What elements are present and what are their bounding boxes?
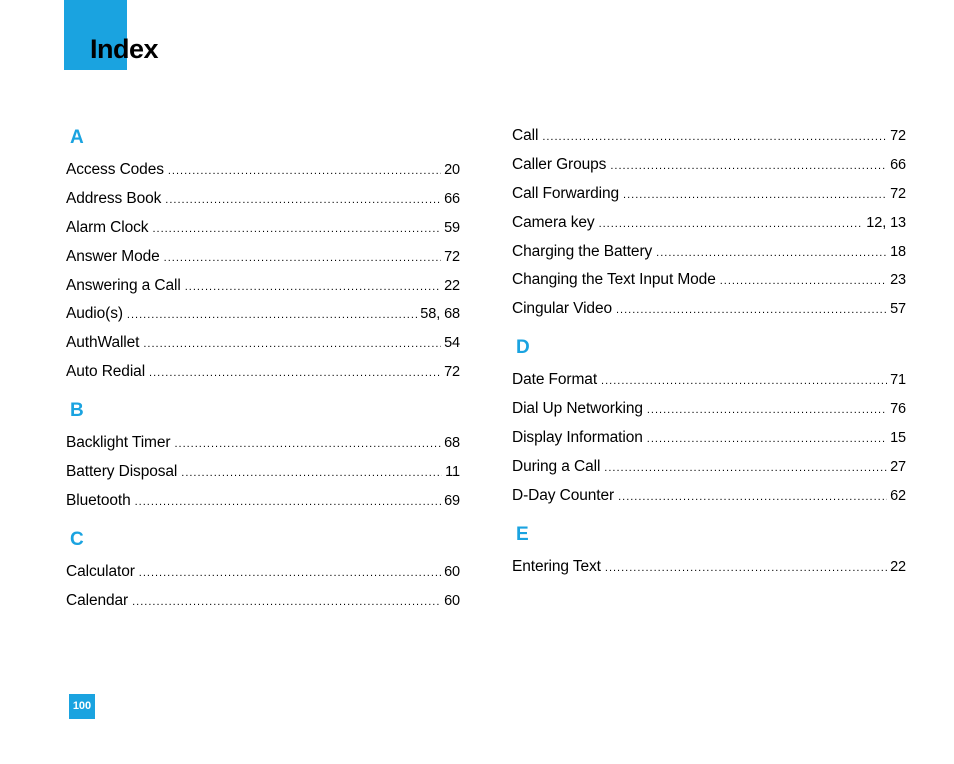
dot-leader [165,186,441,214]
section-letter-b: B [70,400,84,422]
dot-leader [135,488,441,516]
section-letter-d: D [516,337,530,359]
index-entry[interactable] [66,458,460,487]
index-entry[interactable] [512,266,906,295]
dot-leader [616,296,887,324]
index-entry[interactable] [66,300,460,329]
dot-leader [168,157,441,185]
entry-page: 62 [890,487,906,504]
entry-page: 58, 68 [420,306,460,323]
dot-leader [542,123,887,151]
entry-term: Call [512,127,539,144]
entry-term: Display Information [512,429,643,447]
entry-page: 72 [444,364,460,381]
entry-page: 22 [444,277,460,294]
dot-leader [604,454,887,482]
section-letter-e: E [516,523,529,545]
entry-term: Bluetooth [66,491,131,509]
entry-term: Entering Text [512,557,601,575]
entry-term: Auto Redial [66,363,146,381]
dot-leader [599,210,864,238]
entry-term: Caller Groups [512,155,607,173]
dot-leader [143,330,441,358]
dot-leader [132,588,441,616]
entry-page: 20 [444,162,460,178]
entry-term: Charging the Battery [512,242,653,260]
entry-page: 60 [444,563,460,580]
index-entry[interactable] [66,429,460,458]
index-entry[interactable] [512,151,906,180]
entry-page: 72 [890,128,906,144]
entry-page: 11 [445,464,460,481]
entry-page: 18 [890,243,906,260]
index-entry[interactable] [512,395,906,424]
page-title: Index [90,34,159,64]
dot-leader [610,152,887,180]
entry-term: Backlight Timer [66,434,171,452]
entry-term: Call Forwarding [512,184,620,202]
index-entry[interactable] [66,185,460,214]
dot-leader [174,430,441,458]
index-entry[interactable] [512,180,906,209]
dot-leader [618,483,887,511]
dot-leader [164,244,441,272]
dot-leader [605,554,887,582]
index-entry[interactable] [66,214,460,243]
entry-term: Camera key [512,213,595,231]
dot-leader [185,273,441,301]
entry-term: Changing the Text Input Mode [512,271,716,289]
entry-term: Audio(s) [66,305,123,323]
index-entry[interactable] [512,295,906,324]
entry-page: 22 [890,558,906,575]
index-entry[interactable] [66,156,460,185]
index-entry[interactable] [512,238,906,267]
entry-term: During a Call [512,457,601,475]
entry-term: Calendar [66,591,129,609]
index-entry[interactable] [512,453,906,482]
dot-leader [647,396,887,424]
entry-term: Answering a Call [66,276,181,294]
entry-term: Date Format [512,371,598,389]
index-entry[interactable] [512,482,906,511]
dot-leader [623,181,887,209]
dot-leader [181,459,442,487]
entry-term: Answer Mode [66,247,160,265]
entry-page: 59 [444,219,460,236]
entry-term: Alarm Clock [66,218,149,236]
index-entry[interactable] [66,329,460,358]
index-entry[interactable] [66,558,460,587]
entry-page: 69 [444,492,460,509]
index-entry[interactable] [66,358,460,387]
entry-page: 54 [444,335,460,352]
index-entry[interactable] [66,272,460,301]
entry-term: Calculator [66,562,135,580]
entry-page: 23 [890,272,906,289]
entry-term: Battery Disposal [66,463,178,481]
dot-leader [601,367,887,395]
index-entry[interactable] [512,424,906,453]
entry-page: 66 [890,156,906,173]
entry-term: AuthWallet [66,334,140,352]
entry-page: 76 [890,401,906,418]
section-letter-c: C [70,528,84,550]
index-entry[interactable] [512,553,906,582]
dot-leader [720,267,887,295]
entry-page: 27 [890,458,906,475]
entry-page: 72 [444,248,460,265]
index-column-left [66,122,460,616]
dot-leader [127,301,417,329]
index-entry[interactable] [512,122,906,151]
dot-leader [152,215,441,243]
entry-term: Cingular Video [512,300,612,318]
entry-term: D-Day Counter [512,486,615,504]
index-entry[interactable] [66,243,460,272]
entry-term: Address Book [66,189,162,207]
entry-page: 66 [444,190,460,207]
index-entry[interactable] [66,587,460,616]
index-entry[interactable] [512,209,906,238]
dot-leader [656,239,887,267]
entry-page: 72 [890,185,906,202]
entry-term: Access Codes [66,161,164,178]
index-entry[interactable] [66,487,460,516]
dot-leader [149,359,441,387]
entry-page: 71 [890,372,906,389]
page-number-badge: 100 [69,694,95,719]
entry-page: 15 [890,430,906,447]
index-column-right [512,122,906,582]
index-entry[interactable] [512,366,906,395]
section-letter-a: A [70,127,84,148]
dot-leader [139,559,441,587]
dot-leader [647,425,887,453]
entry-page: 68 [444,435,460,452]
entry-page: 12, 13 [866,214,906,231]
entry-page: 57 [890,301,906,318]
entry-term: Dial Up Networking [512,400,643,418]
entry-page: 60 [444,592,460,609]
